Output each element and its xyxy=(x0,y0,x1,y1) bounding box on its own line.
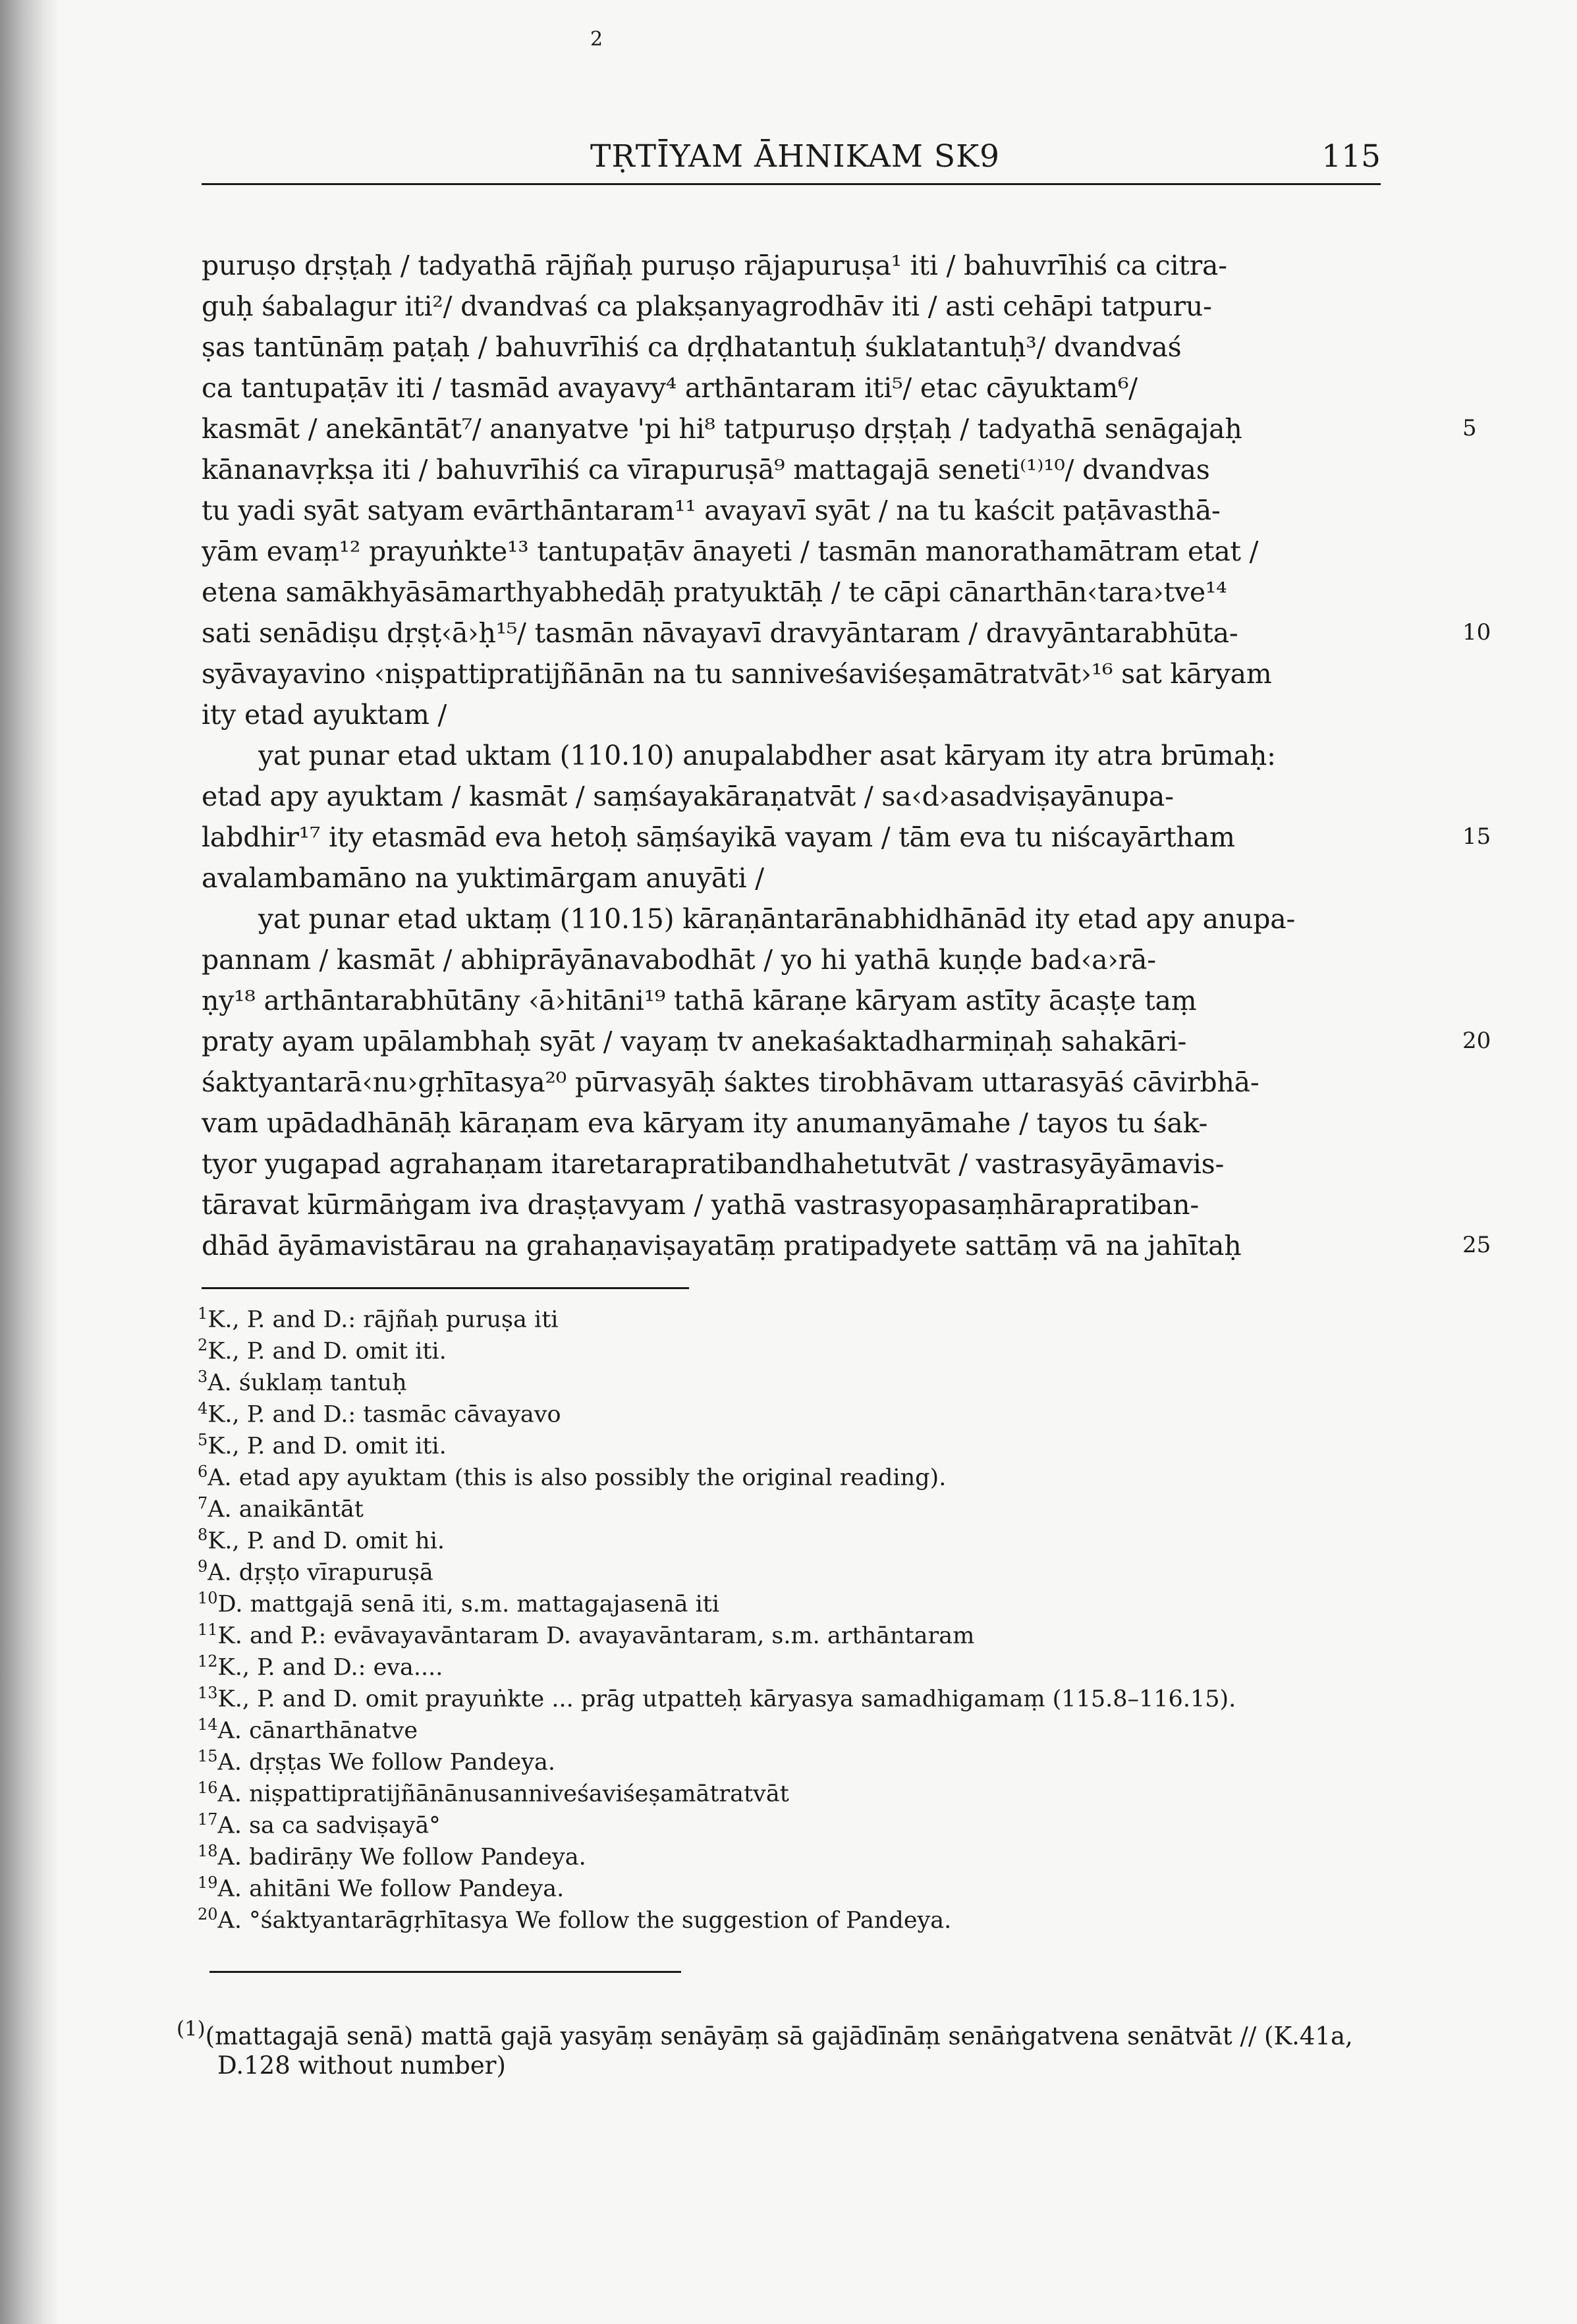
text-line: tāravat kūrmāṅgam iva draṣṭavyam / yathā vastrasyopasaṃhārapratiban- xyxy=(202,1189,1199,1221)
footnote: $^8$K., P. and D. omit hi. xyxy=(198,1526,445,1555)
note-line: D.128 without number) xyxy=(217,2051,506,2080)
text-line: vam upādadhānāḥ kāraṇam eva kāryam ity anumanyāmahe / tayos tu śak- xyxy=(202,1107,1208,1139)
text-line: dhād āyāmavistārau na grahaṇaviṣayatāṃ pratipadyete sattāṃ vā na jahītaḥ xyxy=(202,1230,1242,1261)
footnote: $^1$K., P. and D.: rājñaḥ puruṣa iti xyxy=(198,1304,559,1333)
text-line: ṇy¹⁸ arthāntarabhūtāny ‹ā›hitāni¹⁹ tathā kāraṇe kāryam astīty ācaṣṭe taṃ xyxy=(202,985,1197,1016)
note-rule xyxy=(209,1971,681,1973)
text-line: ca tantupaṭāv iti / tasmād avayavy⁴ arthāntaram iti⁵/ etac cāyuktam⁶/ xyxy=(202,372,1138,404)
text-line: etad apy ayuktam / kasmāt / saṃśayakāraṇatvāt / sa‹d›asadviṣayānupa- xyxy=(202,781,1174,812)
footnote: $^7$A. anaikāntāt xyxy=(198,1494,364,1523)
text-line: ity etad ayuktam / xyxy=(202,699,447,731)
text-line: avalambamāno na yuktimārgam anuyāti / xyxy=(202,862,764,894)
footnote: $^{12}$K., P. and D.: eva.... xyxy=(198,1652,443,1681)
line-number: 15 xyxy=(1462,823,1491,850)
footnote: $^5$K., P. and D. omit iti. xyxy=(198,1431,447,1460)
text-line: kānanavṛkṣa iti / bahuvrīhiś ca vīrapuruṣā⁹ mattagajā seneti⁽¹⁾¹⁰/ dvandvas xyxy=(202,454,1210,485)
note-line: $^{(1)}$(mattagajā senā) mattā gajā yasyāṃ senāyāṃ sā gajādīnāṃ senāṅgatvena senātvāt // (K.41a, xyxy=(177,2017,1353,2051)
book-spine-shadow xyxy=(0,0,59,2324)
footnote: $^{11}$K. and P.: evāvayavāntaram D. avayavāntaram, s.m. arthāntaram xyxy=(198,1620,975,1649)
text-line: praty ayam upālambhaḥ syāt / vayaṃ tv anekaśaktadharmiṇaḥ sahakāri- xyxy=(202,1026,1187,1057)
footnote: $^2$K., P. and D. omit iti. xyxy=(198,1336,447,1365)
footnote: $^6$A. etad apy ayuktam (this is also possibly the original reading). xyxy=(198,1462,947,1491)
footnote: $^{15}$A. dṛṣṭas We follow Pandeya. xyxy=(198,1747,555,1776)
footnote: $^3$A. śuklaṃ tantuḥ xyxy=(198,1368,407,1397)
footnote: $^{16}$A. niṣpattipratijñānānusanniveśaviśeṣamātratvāt xyxy=(198,1779,789,1808)
line-number: 5 xyxy=(1462,415,1477,441)
text-line: yat punar etad uktam (110.10) anupalabdher asat kāryam ity atra brūmaḥ: xyxy=(258,740,1276,771)
text-line: tyor yugapad agrahaṇam itaretarapratibandhahetutvāt / vastrasyāyāmavis- xyxy=(202,1148,1225,1180)
text-line: ṣas tantūnāṃ paṭaḥ / bahuvrīhiś ca dṛḍhatantuḥ śuklatantuḥ³/ dvandvaś xyxy=(202,331,1182,363)
footnote: $^9$A. dṛṣṭo vīrapuruṣā xyxy=(198,1557,433,1586)
footnote: $^{17}$A. sa ca sadviṣayā° xyxy=(198,1810,441,1839)
page-mark: 2 xyxy=(590,28,603,51)
text-line: syāvayavino ‹niṣpattipratijñānān na tu sanniveśaviśeṣamātratvāt›¹⁶ sat kāryam xyxy=(202,658,1272,690)
footnote: $^{14}$A. cānarthānatve xyxy=(198,1715,418,1744)
text-line: yām evaṃ¹² prayuṅkte¹³ tantupaṭāv ānayeti / tasmān manorathamātram etat / xyxy=(202,536,1259,567)
running-title: TṚTĪYAM ĀHNIKAM SK9 xyxy=(590,138,1001,175)
page-header xyxy=(202,138,1381,184)
text-line: sati senādiṣu dṛṣṭ‹ā›ḥ¹⁵/ tasmān nāvayavī dravyāntaram / dravyāntarabhūta- xyxy=(202,617,1238,649)
text-line: śaktyantarā‹nu›gṛhītasya²⁰ pūrvasyāḥ śaktes tirobhāvam uttarasyāś cāvirbhā- xyxy=(202,1066,1259,1098)
text-line: guḥ śabalagur iti²/ dvandvaś ca plakṣanyagrodhāv iti / asti cehāpi tatpuru- xyxy=(202,290,1212,322)
line-number: 20 xyxy=(1462,1028,1491,1054)
text-line: etena samākhyāsāmarthyabhedāḥ pratyuktāḥ / te cāpi cānarthān‹tara›tve¹⁴ xyxy=(202,576,1227,608)
footnote: $^{10}$D. mattgajā senā iti, s.m. mattagajasenā iti xyxy=(198,1589,720,1618)
text-line: yat punar etad uktaṃ (110.15) kāraṇāntarānabhidhānād ity etad apy anupa- xyxy=(258,903,1296,935)
line-number: 10 xyxy=(1462,619,1491,646)
text-line: kasmāt / anekāntāt⁷/ ananyatve 'pi hi⁸ tatpuruṣo dṛṣṭaḥ / tadyathā senāgajaḥ xyxy=(202,413,1242,445)
footnote: $^{20}$A. °śaktyantarāgṛhītasya We follow the suggestion of Pandeya. xyxy=(198,1905,952,1934)
page-number: 115 xyxy=(1321,138,1381,175)
footnote: $^{18}$A. badirāṇy We follow Pandeya. xyxy=(198,1842,586,1871)
footnote-rule xyxy=(202,1287,689,1289)
footnote: $^4$K., P. and D.: tasmāc cāvayavo xyxy=(198,1399,561,1428)
note-marker: (1) xyxy=(177,2017,206,2041)
text-line: pannam / kasmāt / abhiprāyānavabodhāt / yo hi yathā kuṇḍe bad‹a›rā- xyxy=(202,944,1156,976)
footnote: $^{19}$A. ahitāni We follow Pandeya. xyxy=(198,1873,565,1902)
text-line: tu yadi syāt satyam evārthāntaram¹¹ avayavī syāt / na tu kaścit paṭāvasthā- xyxy=(202,495,1221,526)
text-line: puruṣo dṛṣṭaḥ / tadyathā rājñaḥ puruṣo rājapuruṣa¹ iti / bahuvrīhiś ca citra- xyxy=(202,250,1227,281)
line-number: 25 xyxy=(1462,1232,1491,1258)
header-rule xyxy=(202,183,1381,185)
footnote: $^{13}$K., P. and D. omit prayuṅkte ... prāg utpatteḥ kāryasya samadhigamaṃ (115.8–116.15). xyxy=(198,1684,1236,1713)
text-line: labdhir¹⁷ ity etasmād eva hetoḥ sāṃśayikā vayam / tām eva tu niścayārtham xyxy=(202,821,1235,853)
